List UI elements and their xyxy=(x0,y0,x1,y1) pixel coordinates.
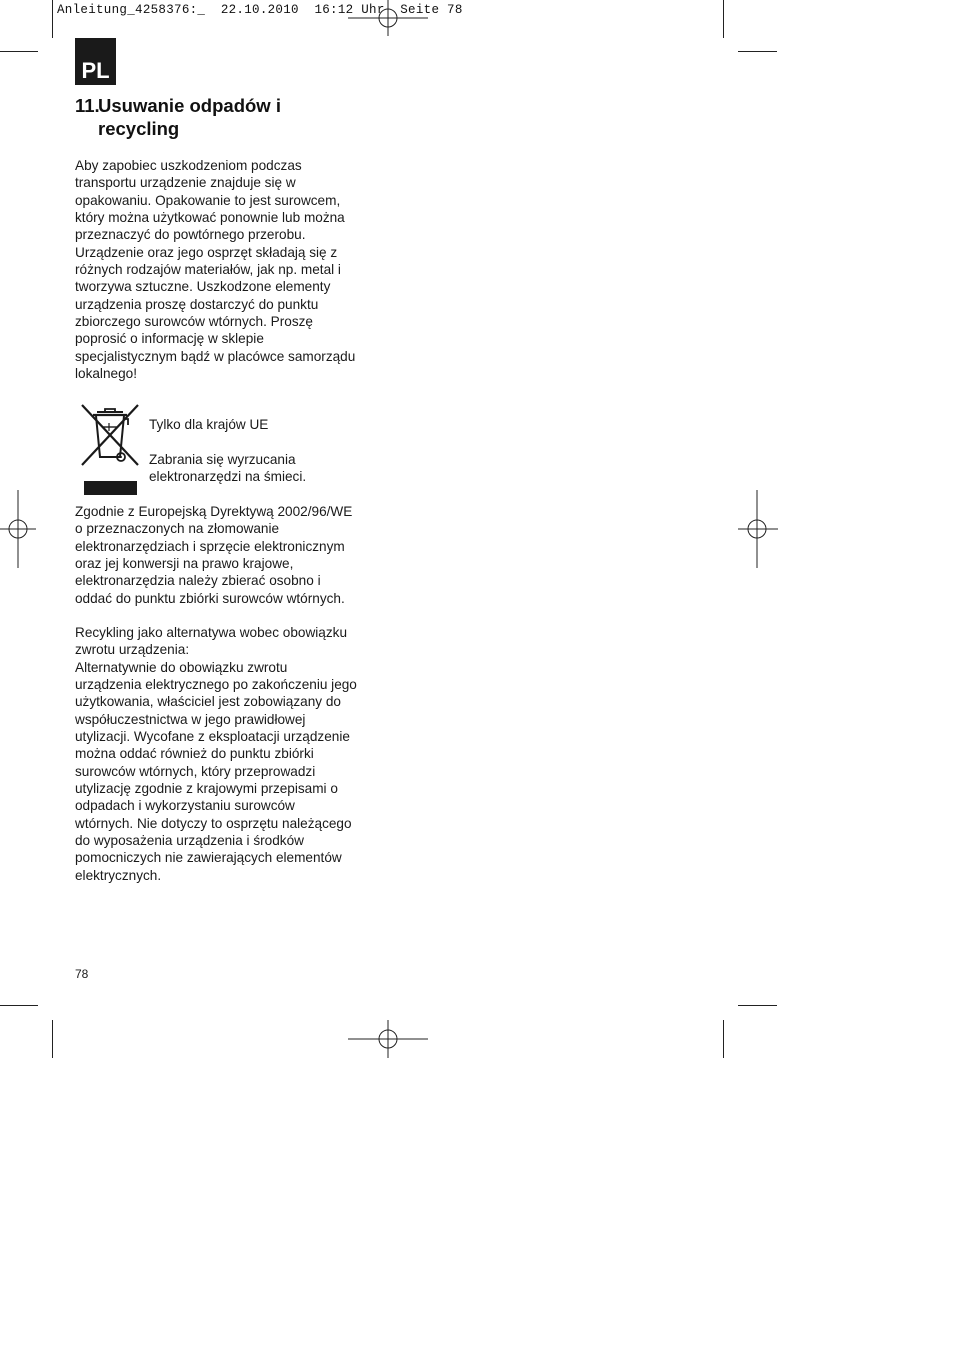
text-line: elektronarzędziach i sprzęcie elektronicznym xyxy=(75,538,345,554)
section-number: 11. xyxy=(75,95,100,116)
text-line: przeznaczyć do powtórnego przerobu. xyxy=(75,227,306,243)
text-line: oraz jej konwersji na prawo krajowe, xyxy=(75,556,294,572)
registration-mark-bottom xyxy=(348,1020,428,1058)
text-line: różnych rodzajów materiałów, jak np. metal i xyxy=(75,262,341,278)
text-line: współuczestnictwa w jego prawidłowej xyxy=(75,711,306,727)
text-line: opakowaniu. Opakowanie to jest surowcem, xyxy=(75,192,341,208)
section-title-line1: Usuwanie odpadów i xyxy=(98,95,281,116)
text-line: użytkowania, właściciel jest zobowiązany do xyxy=(75,694,341,710)
text-line: specjalistycznym bądź w placówce samorządu xyxy=(75,348,356,364)
paragraph-directive xyxy=(75,503,380,607)
text-line: urządzenia elektrycznego po zakończeniu jego xyxy=(75,677,357,693)
text-line: surowców wtórnych, który przeprowadzi xyxy=(75,763,316,779)
paragraph-packaging xyxy=(75,157,380,382)
crop-mark xyxy=(738,51,777,52)
text-line: który można użytkować ponownie lub można xyxy=(75,210,345,226)
registration-mark-left xyxy=(0,490,36,568)
text-line: odpadach i wykorzystaniu surowców xyxy=(75,798,295,814)
disposal-warning xyxy=(149,451,349,486)
crop-mark xyxy=(723,0,724,38)
text-line: utylizacji. Wycofane z eksploatacji urządzenie xyxy=(75,729,350,745)
text-line: o przeznaczonych na złomowanie xyxy=(75,521,280,537)
crop-mark xyxy=(0,51,38,52)
section-title-line2: recycling xyxy=(98,118,180,139)
text-line: Urządzenie oraz jego osprzęt składają się z xyxy=(75,244,338,260)
registration-mark-right xyxy=(738,490,778,568)
eu-only-note: Tylko dla krajów UE xyxy=(149,417,269,432)
text-line: utylizację zgodnie z krajowymi przepisami o xyxy=(75,781,338,797)
registration-mark-top xyxy=(348,0,428,36)
language-badge: PL xyxy=(75,38,116,85)
text-line: transportu urządzenie znajduje się w xyxy=(75,175,296,191)
paragraph-recycling xyxy=(75,624,380,884)
text-line: Aby zapobiec uszkodzeniom podczas xyxy=(75,158,302,173)
text-line: elektrycznych. xyxy=(75,867,162,883)
text-line: pomocniczych nie zawierających elementów xyxy=(75,850,342,866)
section-heading xyxy=(75,94,375,140)
crop-mark xyxy=(52,1020,53,1058)
text-line: oddać do punktu zbiórki surowców wtórnych. xyxy=(75,590,345,606)
text-line: elektronarzędzia należy zbierać osobno i xyxy=(75,573,321,589)
text-line: tworzywa sztuczne. Uszkodzone elementy xyxy=(75,279,331,295)
crop-mark xyxy=(52,0,53,38)
text-line: poprosić o informację w sklepie xyxy=(75,331,264,347)
text-line: Recykling jako alternatywa wobec obowiązku xyxy=(75,625,348,640)
text-line: urządzenia proszę dostarczyć do punktu xyxy=(75,296,319,312)
text-line: Zgodnie z Europejską Dyrektywą 2002/96/WE xyxy=(75,504,353,519)
text-line: zbiorczego surowców wtórnych. Proszę xyxy=(75,314,313,330)
text-line: elektronarzędzi na śmieci. xyxy=(149,469,307,485)
text-line: można oddać również do punktu zbiórki xyxy=(75,746,314,762)
text-line: Alternatywnie do obowiązku zwrotu xyxy=(75,659,288,675)
crop-mark xyxy=(738,1005,777,1006)
text-line: lokalnego! xyxy=(75,366,137,382)
text-line: wtórnych. Nie dotyczy to osprzętu należącego xyxy=(75,815,352,831)
crossed-out-wheelie-bin-icon xyxy=(79,401,141,495)
crop-mark xyxy=(0,1005,38,1006)
text-line: do wyposażenia urządzenia i środków xyxy=(75,833,304,849)
text-line: Zabrania się wyrzucania xyxy=(149,452,296,467)
crop-mark xyxy=(723,1020,724,1058)
text-line: zwrotu urządzenia: xyxy=(75,642,190,658)
page-number: 78 xyxy=(75,967,89,981)
print-slug: Anleitung_4258376:_ 22.10.2010 16:12 Uhr Seite 78 xyxy=(57,3,463,17)
